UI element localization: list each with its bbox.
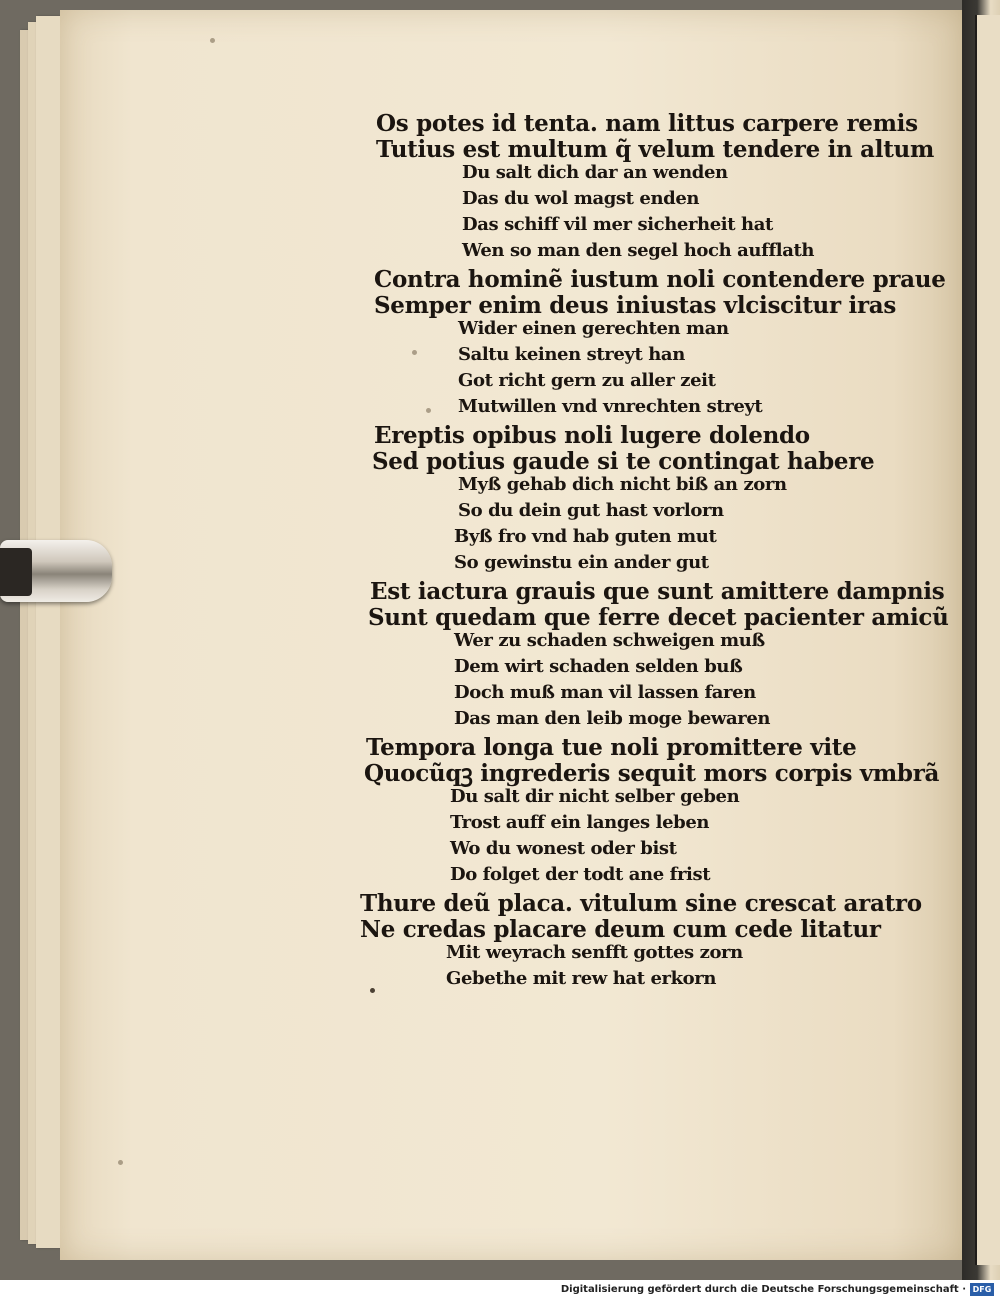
german-verse-line: Das schiff vil mer sicherheit hat xyxy=(462,214,773,235)
paper-speck xyxy=(412,350,417,355)
german-verse-line: Mutwillen vnd vnrechten streyt xyxy=(458,396,763,417)
footer-bar xyxy=(0,1280,1000,1300)
german-verse-line: Wer zu schaden schweigen muß xyxy=(454,630,765,651)
german-verse-line: Wen so man den segel hoch aufflath xyxy=(462,240,815,261)
latin-verse-line: Tempora longa tue noli promittere vite xyxy=(366,734,857,761)
paper-speck xyxy=(210,38,215,43)
german-verse-line: Mit weyrach senfft gottes zorn xyxy=(446,942,743,963)
latin-verse-line: Ne credas placare deum cum cede litatur xyxy=(360,916,881,943)
german-verse-line: Doch muß man vil lassen faren xyxy=(454,682,756,703)
german-verse-line: Trost auff ein langes leben xyxy=(450,812,710,833)
paper-speck xyxy=(118,1160,123,1165)
page-clip-band xyxy=(0,548,32,596)
latin-verse-line: Sed potius gaude si te contingat habere xyxy=(372,448,875,475)
german-verse-line: Du salt dich dar an wenden xyxy=(462,162,728,183)
latin-verse-line: Ereptis opibus noli lugere dolendo xyxy=(374,422,810,449)
latin-verse-line: Tutius est multum q̃ velum tendere in altum xyxy=(376,136,934,163)
german-verse-line: Gebethe mit rew hat erkorn xyxy=(446,968,717,989)
german-verse-line: Saltu keinen streyt han xyxy=(458,344,685,365)
latin-verse-line: Quocũqꝫ ingrederis sequit mors corpis vmbrã xyxy=(364,760,940,787)
german-verse-line: So gewinstu ein ander gut xyxy=(454,552,709,573)
german-verse-line: Das du wol magst enden xyxy=(462,188,700,209)
german-verse-line: Wo du wonest oder bist xyxy=(450,838,677,859)
paper-speck xyxy=(370,988,375,993)
german-verse-line: Du salt dir nicht selber geben xyxy=(450,786,740,807)
german-verse-line: Wider einen gerechten man xyxy=(458,318,729,339)
paper-speck xyxy=(426,408,431,413)
latin-verse-line: Semper enim deus iniustas vlciscitur iras xyxy=(374,292,897,319)
facing-page-edge xyxy=(975,15,1000,1265)
latin-verse-line: Est iactura grauis que sunt amittere dampnis xyxy=(370,578,945,605)
german-verse-line: So du dein gut hast vorlorn xyxy=(458,500,724,521)
latin-verse-line: Contra hominẽ iustum noli contendere praue xyxy=(374,266,946,293)
german-verse-line: Das man den leib moge bewaren xyxy=(454,708,771,729)
german-verse-line: Dem wirt schaden selden buß xyxy=(454,656,743,677)
latin-verse-line: Sunt quedam que ferre decet pacienter amicũ xyxy=(368,604,949,631)
german-verse-line: Myß gehab dich nicht biß an zorn xyxy=(458,474,787,495)
latin-verse-line: Os potes id tenta. nam littus carpere remis xyxy=(376,110,918,137)
dfg-logo: DFG xyxy=(970,1283,994,1296)
footer-credit: Digitalisierung gefördert durch die Deutsche Forschungsgemeinschaft · xyxy=(560,1284,966,1295)
latin-verse-line: Thure deũ placa. vitulum sine crescat aratro xyxy=(360,890,922,917)
german-verse-line: Do folget der todt ane frist xyxy=(450,864,711,885)
german-verse-line: Byß fro vnd hab guten mut xyxy=(454,526,717,547)
german-verse-line: Got richt gern zu aller zeit xyxy=(458,370,716,391)
